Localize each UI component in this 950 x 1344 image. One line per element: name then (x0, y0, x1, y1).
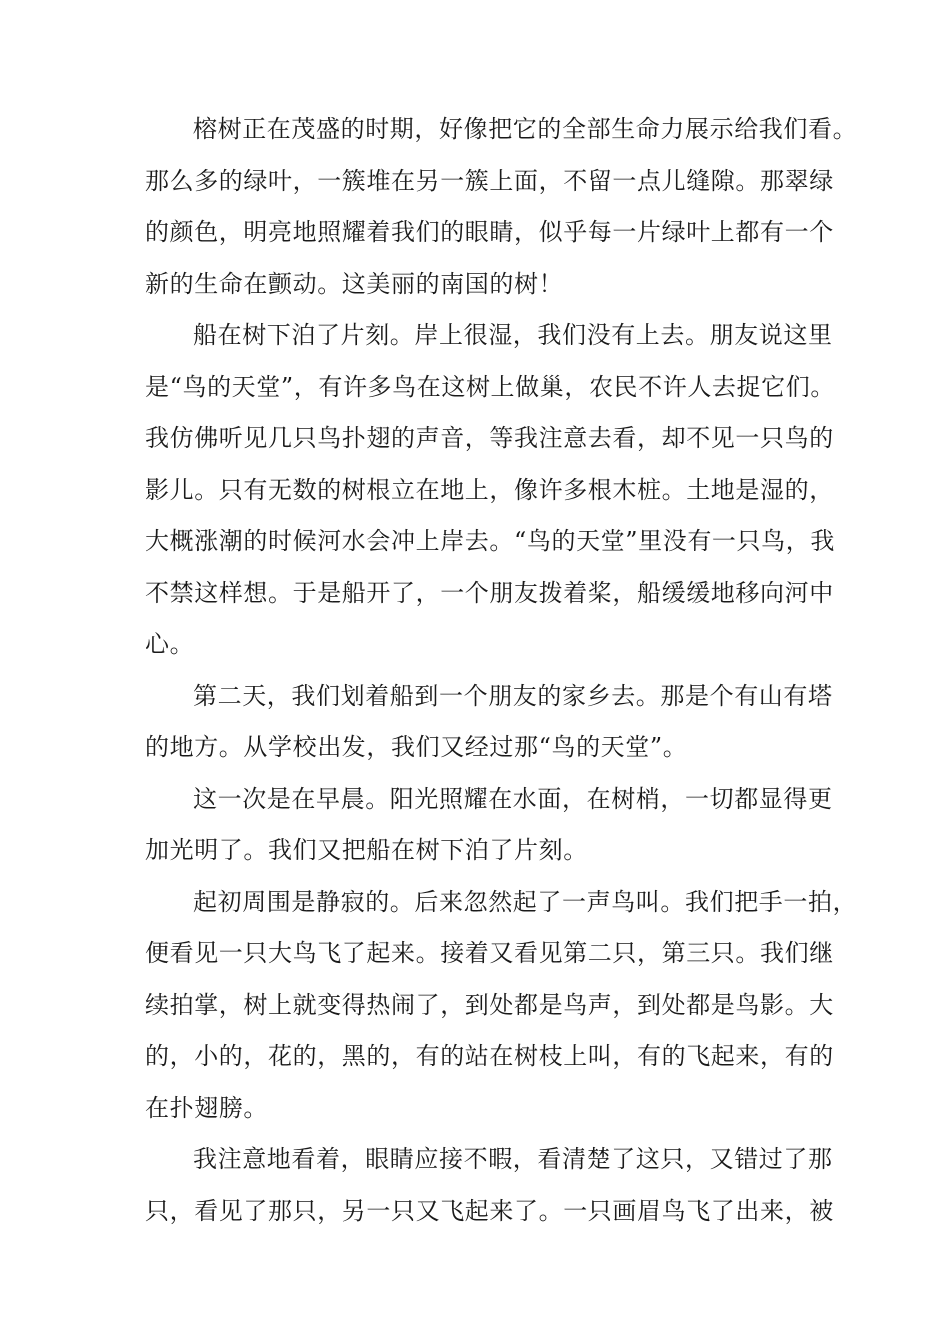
paragraph-watching (145, 1134, 834, 1237)
text-line: 加光明了。我们又把船在树下泊了片刻。 (145, 836, 588, 864)
text-line: 那么多的绿叶，一簇堆在另一簇上面，不留一点儿缝隙。那翠绿 (145, 166, 834, 195)
paragraph-banyan-description (145, 104, 858, 310)
text-line: 新的生命在颤动。这美丽的南国的树！ (145, 269, 564, 298)
document-body (145, 104, 858, 1237)
text-line: 大概涨潮的时候河水会冲上岸去。“鸟的天堂”里没有一只鸟，我 (145, 527, 835, 555)
paragraph-birds-flying (145, 877, 858, 1135)
paragraph-boat-moored (145, 310, 835, 671)
text-line: 心。 (145, 630, 195, 658)
text-line: 续拍掌，树上就变得热闹了，到处都是鸟声，到处都是鸟影。大 (145, 990, 834, 1019)
text-line: 影儿。只有无数的树根立在地上，像许多根木桩。土地是湿的， (145, 475, 834, 504)
text-line: 在扑翅膀。 (145, 1093, 268, 1122)
text-line: 榕树正在茂盛的时期，好像把它的全部生命力展示给我们看。 (193, 115, 858, 143)
paragraph-second-day (145, 671, 833, 774)
text-line: 只，看见了那只，另一只又飞起来了。一只画眉鸟飞了出来，被 (145, 1196, 834, 1225)
text-line: 不禁这样想。于是船开了，一个朋友拨着桨，船缓缓地移向河中 (145, 578, 834, 607)
text-line: 是“鸟的天堂”，有许多鸟在这树上做巢，农民不许人去捉它们。 (145, 372, 835, 401)
text-line: 的地方。从学校出发，我们又经过那“鸟的天堂”。 (145, 733, 688, 761)
text-line: 起初周围是静寂的。后来忽然起了一声鸟叫。我们把手一拍， (193, 887, 858, 916)
text-line: 船在树下泊了片刻。岸上很湿，我们没有上去。朋友说这里 (193, 321, 833, 349)
text-line: 便看见一只大鸟飞了起来。接着又看见第二只，第三只。我们继 (145, 939, 834, 967)
text-line: 这一次是在早晨。阳光照耀在水面，在树梢，一切都显得更 (193, 784, 833, 813)
text-line: 第二天，我们划着船到一个朋友的家乡去。那是个有山有塔 (193, 681, 833, 710)
paragraph-morning (145, 774, 833, 877)
text-line: 的，小的，花的，黑的，有的站在树枝上叫，有的飞起来，有的 (145, 1042, 834, 1070)
text-line: 的颜色，明亮地照耀着我们的眼睛，似乎每一片绿叶上都有一个 (145, 218, 834, 246)
text-line: 我仿佛听见几只鸟扑翅的声音，等我注意去看，却不见一只鸟的 (145, 424, 834, 452)
text-line: 我注意地看着，眼睛应接不暇，看清楚了这只，又错过了那 (193, 1145, 833, 1173)
